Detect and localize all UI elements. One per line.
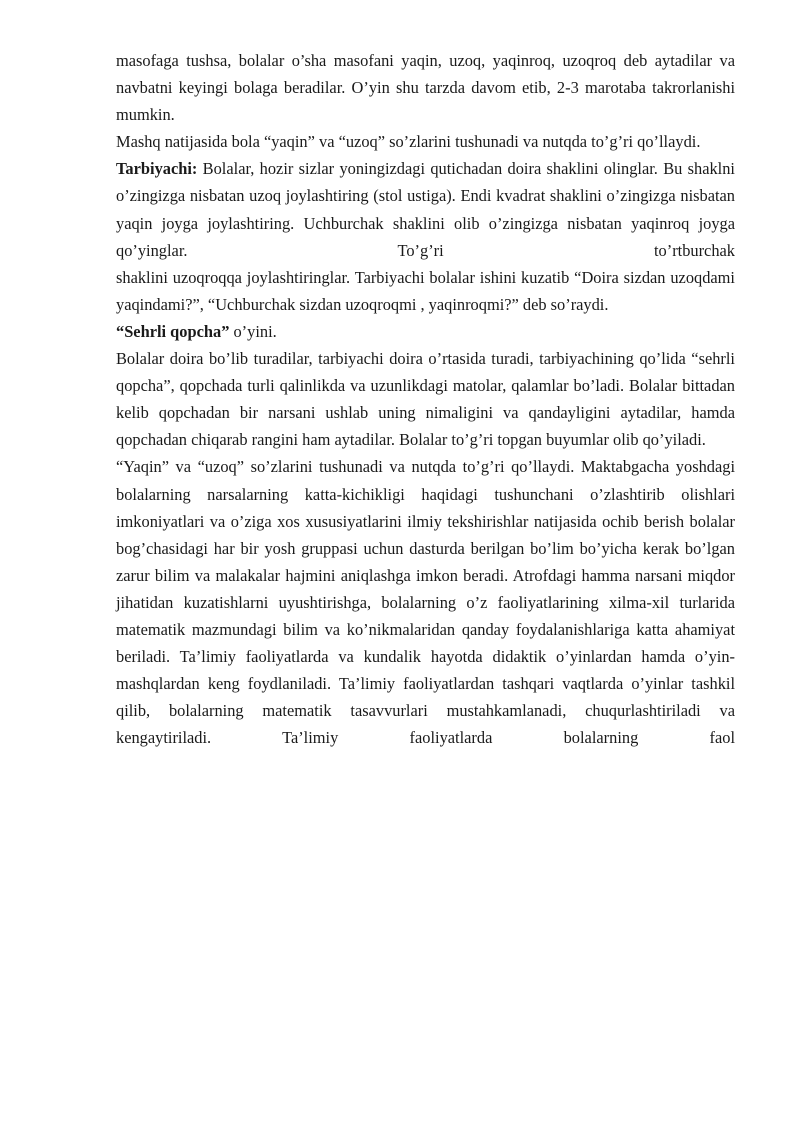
paragraph-teacher-instruction xyxy=(116,155,735,263)
paragraph-game-description xyxy=(116,345,735,453)
paragraph-text: masofaga tushsa, bolalar o’sha masofani yaqin, uzoq, yaqinroq, uzoqroq deb aytadilar va navbatni keyingi bolaga beradilar. O’yin shu tarzda davom etib, 2-3 marotaba takrorlanishi mumkin. xyxy=(116,51,735,125)
paragraph-distance-game-end xyxy=(116,47,735,128)
document-page xyxy=(116,47,735,751)
speaker-label: Tarbiyachi: xyxy=(116,159,198,179)
game-title-suffix: o’yini. xyxy=(229,321,277,341)
paragraph-text: Mashq natijasida bola “yaqin” va “uzoq” so’zlarini tushunadi va nutqda to’g’ri qo’llaydi. xyxy=(116,132,701,152)
paragraph-text: Bolalar doira bo’lib turadilar, tarbiyachi doira o’rtasida turadi, tarbiyachining qo’lida “sehrli qopcha”, qopchada turli qalinlikda va uzunlikdagi matolar, qalamlar bo’ladi. Bolalar bittadan kelib qopchadan bir narsani ushlab uning nimaligini va qandayligini aytadilar, hamda qopchadan chiqarab rangini ham aytadilar. Bolalar to’g’ri topgan buyumlar olib qo’yiladi. xyxy=(116,349,735,450)
paragraph-text: “Yaqin” va “uzoq” so’zlarini tushunadi va nutqda to’g’ri qo’llaydi. Maktabgacha yoshdagi bolalarning narsalarning katta-kichikligi haqidagi tushunchani o’zlashtirib olishlari imkoniyatlari va o’ziga xos xususiyatlarini ilmiy tekshirishlar natijasida ochib berish bolalar bog’chasidagi har bir yosh gruppasi uchun dasturda berilgan bo’lim bo’yicha kerak bo’lgan zarur bilim va malakalar hajmini aniqlashga imkon beradi. Atrofdagi hamma narsani miqdor jihatidan kuzatishlarni uyushtirishga, bolalarning o’z faoliyatlarining xilma-xil turlarida matematik mazmundagi bilim va ko’nikmalaridan qanday foydalanishlariga katta ahamiyat beriladi. Ta’limiy faoliyatlarda va kundalik hayotda didaktik o’yinlardan hamda o’yin-mashqlardan keng foydlaniladi. Ta’limiy faoliyatlardan tashqari vaqtlarda o’yinlar tashkil qilib, bolalarning matematik tasavvurlari mustahkamlanadi, chuqurlashtiriladi va kengaytiriladi. Ta’limiy faoliyatlarda bolalarning faol xyxy=(116,457,735,748)
paragraph-exercise-result xyxy=(116,128,735,155)
paragraph-text: Bolalar, hozir sizlar yoningizdagi qutichadan doira shaklini olinglar. Bu shaklni o’zingizga nisbatan uzoq joylashtiring (stol ustiga). Endi kvadrat shaklini o’zingizga nisbatan yaqin joyga joylashtiring. Uchburchak shaklini olib o’zingizga nisbatan yaqinroq joyga qo’yinglar. To’g’ri to’rtburchak xyxy=(116,159,735,260)
game-name: “Sehrli qopcha” xyxy=(116,321,230,341)
game-title xyxy=(116,318,735,345)
paragraph-teacher-observation xyxy=(116,264,735,318)
paragraph-text: shaklini uzoqroqqa joylashtiringlar. Tarbiyachi bolalar ishini kuzatib “Doira sizdan uzoqdami yaqindami?”, “Uchburchak sizdan uzoqroqmi , yaqinroqmi?” deb so’raydi. xyxy=(116,267,735,314)
paragraph-preschool-concepts xyxy=(116,453,735,751)
